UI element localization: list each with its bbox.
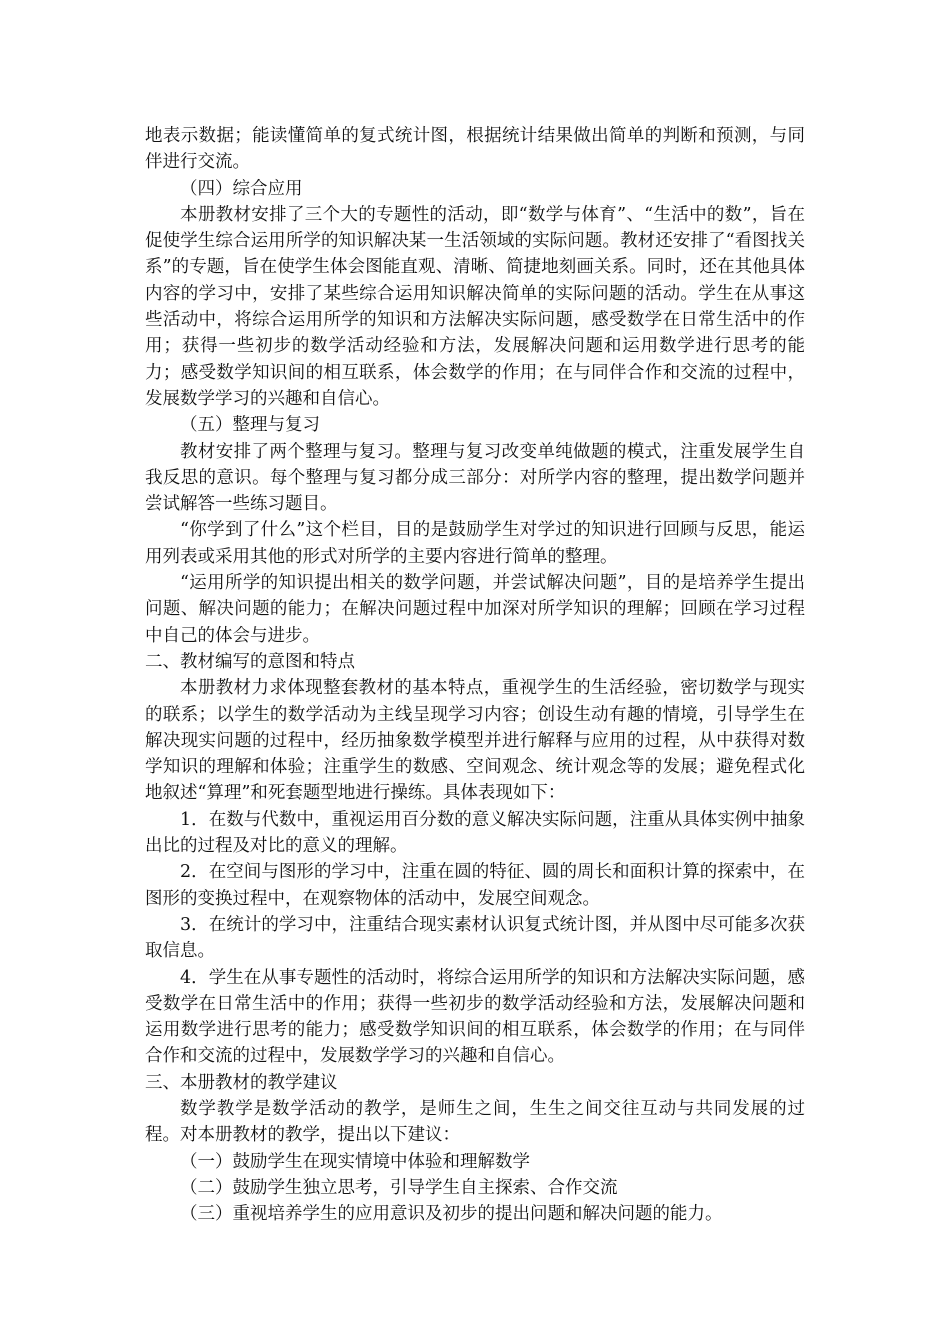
paragraph: “你学到了什么”这个栏目，目的是鼓励学生对学过的知识进行回顾与反思，能运用列表或采用其他的形式对所学的主要内容进行简单的整理。 <box>145 520 805 567</box>
chapter-heading-suggestions: 三、本册教材的教学建议 <box>145 1072 338 1093</box>
list-item: 1．在数与代数中，重视运用百分数的意义解决实际问题，注重从具体实例中抽象出比的过程及对比的意义的理解。 <box>145 809 805 857</box>
paragraph: 数学教学是数学活动的教学，是师生之间，生生之间交往互动与共同发展的过程。对本册教材的教学，提出以下建议： <box>145 1098 805 1146</box>
chapter-heading-intent: 二、教材编写的意图和特点 <box>145 651 355 672</box>
paragraph: 本册教材力求体现整套教材的基本特点，重视学生的生活经验，密切数学与现实的联系；以学生的数学活动为主线呈现学习内容；创设生动有趣的情境，引导学生在解决现实问题的过程中，经历抽象数学模型并进行解释与应用的过程，从中获得对数学知识的理解和体验；注重学生的数感、空间观念、统计观念等的发展；避免程式化地叙述“算理”和死套题型地进行操练。具体表现如下： <box>145 678 805 804</box>
section-heading-comprehensive-application: （四）综合应用 <box>180 178 303 199</box>
document-page <box>145 123 805 1227</box>
paragraph-continued: 地表示数据；能读懂简单的复式统计图，根据统计结果做出简单的判断和预测，与同伴进行交流。 <box>145 126 805 173</box>
paragraph: 教材安排了两个整理与复习。整理与复习改变单纯做题的模式，注重发展学生自我反思的意识。每个整理与复习都分成三部分：对所学内容的整理，提出数学问题并尝试解答一些练习题目。 <box>145 441 805 515</box>
paragraph: 本册教材安排了三个大的专题性的活动，即“数学与体育”、“生活中的数”，旨在促使学生综合运用所学的知识解决某一生活领域的实际问题。教材还安排了“看图找关系”的专题，旨在使学生体会图能直观、清晰、简捷地刻画关系。同时，还在其他具体内容的学习中，安排了某些综合运用知识解决简单的实际问题的活动。学生在从事这些活动中，将综合运用所学的知识和方法解决实际问题，感受数学在日常生活中的作用；获得一些初步的数学活动经验和方法，发展解决问题和运用数学进行思考的能力；感受数学知识间的相互联系，体会数学的作用；在与同伴合作和交流的过程中，发展数学学习的兴趣和自信心。 <box>145 204 805 409</box>
list-item: 3．在统计的学习中，注重结合现实素材认识复式统计图，并从图中尽可能多次获取信息。 <box>145 914 805 962</box>
suggestion-item: （三）重视培养学生的应用意识及初步的提出问题和解决问题的能力。 <box>180 1204 723 1225</box>
suggestion-item: （一）鼓励学生在现实情境中体验和理解数学 <box>180 1151 530 1172</box>
section-heading-review: （五）整理与复习 <box>180 415 320 436</box>
list-item: 2．在空间与图形的学习中，注重在圆的特征、圆的周长和面积计算的探索中，在图形的变换过程中，在观察物体的活动中，发展空间观念。 <box>145 862 805 909</box>
list-item: 4．学生在从事专题性的活动时，将综合运用所学的知识和方法解决实际问题，感受数学在日常生活中的作用；获得一些初步的数学活动经验和方法，发展解决问题和运用数学进行思考的能力；感受数学知识间的相互联系，体会数学的作用；在与同伴合作和交流的过程中，发展数学学习的兴趣和自信心。 <box>145 967 805 1067</box>
suggestion-item: （二）鼓励学生独立思考，引导学生自主探索、合作交流 <box>180 1177 618 1198</box>
paragraph: “运用所学的知识提出相关的数学问题，并尝试解决问题”，目的是培养学生提出问题、解决问题的能力；在解决问题过程中加深对所学知识的理解；回顾在学习过程中自己的体会与进步。 <box>145 573 805 646</box>
